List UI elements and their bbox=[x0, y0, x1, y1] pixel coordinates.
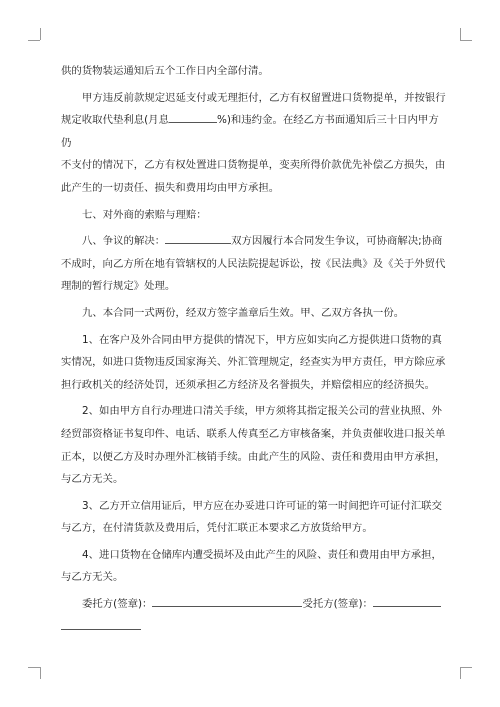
late-payment-line-1: 甲方违反前款规定迟延支付或无理拒付，乙方有权留置进口货物提单，并按银行 bbox=[82, 91, 446, 104]
clause-2-line-1: 2、如由甲方自行办理进口清关手续，甲方须将其指定报关公司的营业执照、外 bbox=[82, 405, 442, 418]
clause-1-line-3: 担行政机关的经济处罚，还须承担乙方经济及名誉损失，并赔偿相应的经济损失。 bbox=[61, 378, 436, 391]
corner-mark-top-left bbox=[40, 28, 41, 40]
dispute-line-2: 不成时，向乙方所在地有管辖权的人民法院提起诉讼，按《民法典》及《关于外贸代 bbox=[61, 257, 446, 270]
dispute-line-1: 八、争议的解决： 双方因履行本合同发生争议，可协商解决;协商 bbox=[61, 230, 446, 253]
clause-2-line-2: 经贸部资格证书复印件、电话、联系人传真至乙方审核备案，并负责催收进口报关单 bbox=[61, 427, 446, 440]
clause-4-line-1: 4、进口货物在仓储库内遭受损坏及由此产生的风险、责任和费用由甲方承担， bbox=[82, 548, 442, 561]
corner-mark-bottom-right bbox=[460, 667, 461, 679]
clause-1-line-2: 实情况，如进口货物违反国家海关、外汇管理规定，经查实为甲方责任，甲方除应承 bbox=[61, 356, 446, 369]
agent-signature-blank-continued[interactable] bbox=[61, 618, 141, 630]
corner-mark-bottom-right bbox=[460, 667, 472, 668]
agent-signature-blank[interactable] bbox=[373, 595, 441, 607]
clause-2-line-3: 正本，以便乙方及时办理外汇核销手续。由此产生的风险、责任和费用由甲方承担， bbox=[61, 450, 446, 463]
claims-heading: 七、对外商的索赔与理赔： bbox=[82, 208, 207, 221]
agent-signature-label: 受托方(签章)： bbox=[302, 598, 373, 611]
clause-4-line-2: 与乙方无关。 bbox=[61, 571, 124, 584]
corner-mark-top-right bbox=[460, 28, 461, 40]
corner-mark-top-left bbox=[28, 40, 40, 41]
copies-clause: 九、本合同一式两份，经双方签字盖章后生效。甲、乙双方各执一份。 bbox=[82, 306, 405, 319]
payment-deadline-line: 供的货物装运通知后五个工作日内全部付清。 bbox=[61, 65, 269, 77]
late-payment-line-4: 此产生的一切责任、损失和费用均由甲方承担。 bbox=[61, 181, 280, 194]
agent-signature-continuation bbox=[61, 616, 446, 639]
late-payment-line-2: 规定收取代垫利息(月息 %)和违约金。在经乙方书面通知后三十日内甲方仍 bbox=[61, 109, 446, 154]
late-payment-line-3: 不支付的情况下，乙方有权处置进口货物提单，变卖所得价款优先补偿乙方损失，由 bbox=[61, 159, 446, 172]
signature-row bbox=[61, 593, 446, 616]
clause-1-line-1: 1、在客户及外合同由甲方提供的情况下，甲方应如实向乙方提供进口货物的真 bbox=[82, 333, 442, 346]
corner-mark-bottom-left bbox=[40, 667, 41, 679]
clause-3-line-1: 3、乙方开立信用证后，甲方应在办妥进口许可证的第一时间把许可证付汇联交 bbox=[82, 499, 442, 512]
dispute-method-blank[interactable] bbox=[165, 232, 231, 244]
clause-3-line-2: 与乙方，在付清货款及费用后，凭付汇联正本要求乙方放货给甲方。 bbox=[61, 522, 373, 535]
contract-body bbox=[61, 60, 446, 638]
clause-2-line-4: 与乙方无关。 bbox=[61, 473, 124, 486]
principal-signature-label: 委托方(签章)： bbox=[82, 598, 153, 611]
principal-signature-blank[interactable] bbox=[152, 595, 302, 607]
corner-mark-bottom-left bbox=[28, 667, 40, 668]
dispute-line-3: 理制的暂行规定》处理。 bbox=[61, 280, 176, 293]
corner-mark-top-right bbox=[460, 40, 472, 41]
interest-rate-blank[interactable] bbox=[169, 111, 217, 123]
